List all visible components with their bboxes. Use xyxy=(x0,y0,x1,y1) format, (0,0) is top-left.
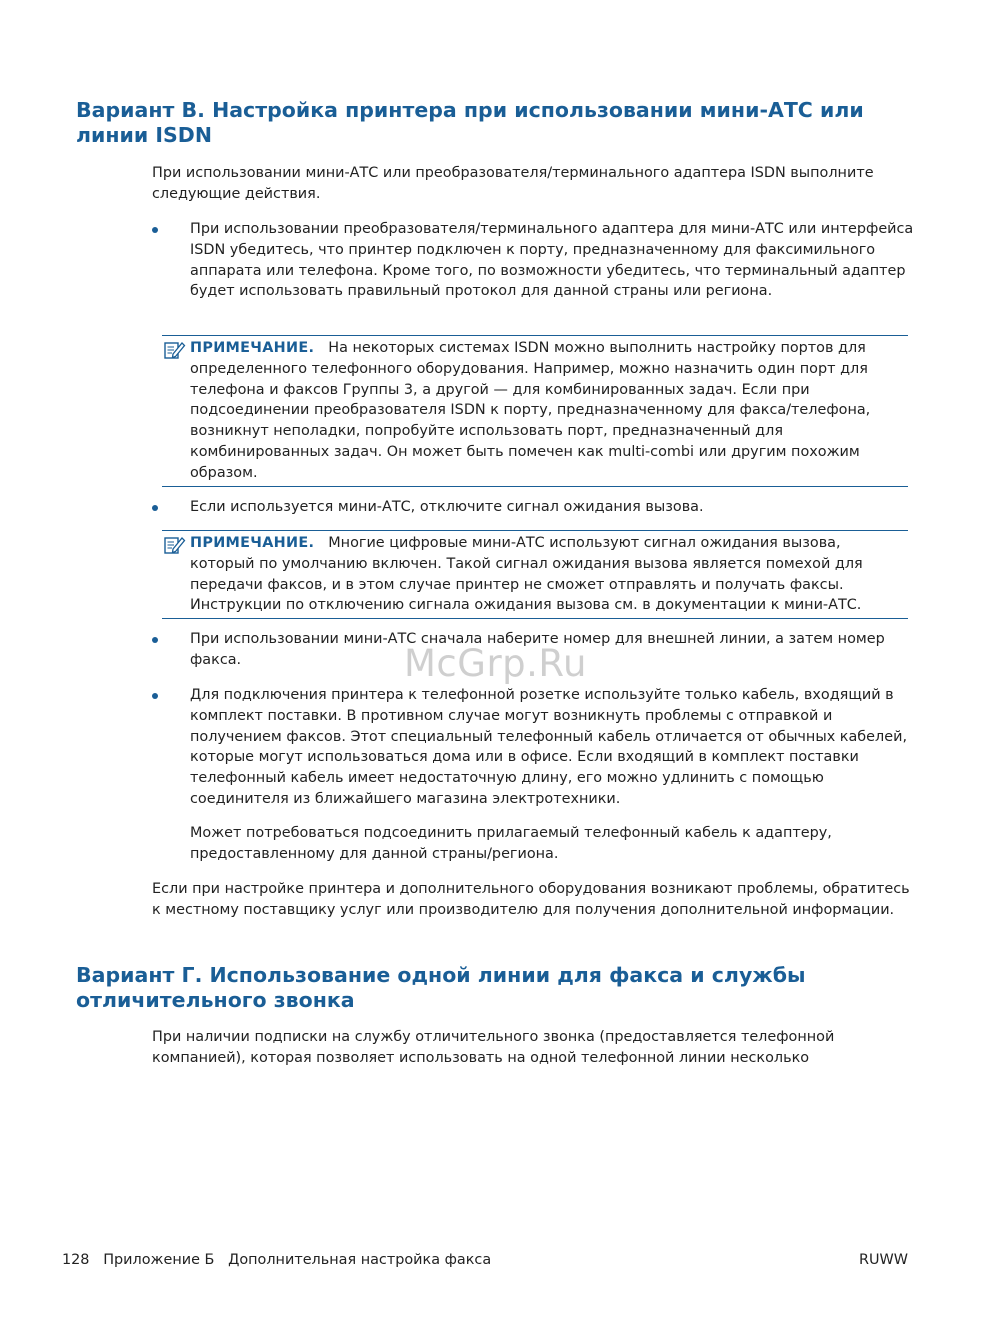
note-text xyxy=(162,336,908,486)
note-label: ПРИМЕЧАНИЕ. xyxy=(190,340,315,356)
list-item-text: Для подключения принтера к телефонной розетке используйте только кабель, входящий в комплект поставки. В противном случае могут возникнуть проблемы с отправкой и получением факсов. Этот специальный телефонный кабель отличается от обычных кабелей, которые могут использоваться дома или в офисе. Если входящий в комплект поставки телефонный кабель имеет недостаточную длину, его можно удлинить с помощью соединителя из ближайшего магазина электротехники. xyxy=(190,687,908,807)
watermark: McGrp.Ru xyxy=(404,642,587,685)
list-item xyxy=(152,497,912,518)
section-g-title: Вариант Г. Использование одной линии для факса и службы отличительного звонка xyxy=(76,963,806,1012)
list-item-text: При использовании преобразователя/терминального адаптера для мини-АТС или интерфейса ISDN убедитесь, что принтер подключен к порту, предназначенному для факсимильного аппарата или телефона. Кроме того, по возможности убедитесь, что терминальный адаптер будет использовать правильный протокол для данной страны или региона. xyxy=(190,221,914,300)
list-item-text: При использовании мини-АТС сначала наберите номер для внешней линии, а затем номер факса. xyxy=(190,631,885,668)
note-pencil-icon xyxy=(164,340,186,360)
bullet-dot xyxy=(152,637,158,643)
footer-left: 128 Приложение Б Дополнительная настройка факса xyxy=(62,1252,492,1268)
bullet-dot xyxy=(152,505,158,511)
section-b-intro: При использовании мини-АТС или преобразователя/терминального адаптера ISDN выполните следующие действия. xyxy=(152,165,874,202)
note-body: Многие цифровые мини-АТС используют сигнал ожидания вызова, который по умолчанию включен. Такой сигнал ожидания вызова является помехой для передачи факсов, и в этом случае принтер не сможет отправлять и получать факсы. Инструкции по отключению сигнала ожидания вызова см. в документации к мини-АТС. xyxy=(190,535,863,614)
note-box xyxy=(162,530,908,619)
bullet-continuation: Может потребоваться подсоединить прилагаемый телефонный кабель к адаптеру, предоставленному для данной страны/региона. xyxy=(190,825,832,862)
list-item xyxy=(152,685,912,810)
list-item-text: Если используется мини-АТС, отключите сигнал ожидания вызова. xyxy=(190,499,704,515)
note-text xyxy=(162,531,908,618)
note-pencil-icon xyxy=(164,535,186,555)
section-g-intro: При наличии подписки на службу отличительного звонка (предоставляется телефонной компанией), которая позволяет использовать на одной телефонной линии несколько xyxy=(152,1029,835,1066)
bullet-dot xyxy=(152,693,158,699)
footer-right: RUWW xyxy=(859,1252,908,1268)
note-body: На некоторых системах ISDN можно выполнить настройку портов для определенного телефонного оборудования. Например, можно назначить один порт для телефона и факсов Группы 3, а другой — для комбинированных задач. Если при подсоединении преобразователя ISDN к порту, предназначенному для факса/телефона, возникнут неполадки, попробуйте использовать порт, предназначенный для комбинированных задач. Он может быть помечен как multi-combi или другим похожим образом. xyxy=(190,340,871,481)
note-box xyxy=(162,335,908,487)
bullet-dot xyxy=(152,227,158,233)
note-label: ПРИМЕЧАНИЕ. xyxy=(190,535,315,551)
section-b-closing: Если при настройке принтера и дополнительного оборудования возникают проблемы, обратитесь к местному поставщику услуг или производителю для получения дополнительной информации. xyxy=(152,881,910,918)
list-item xyxy=(152,219,912,323)
section-b-title: Вариант В. Настройка принтера при использовании мини-АТС или линии ISDN xyxy=(76,98,864,147)
